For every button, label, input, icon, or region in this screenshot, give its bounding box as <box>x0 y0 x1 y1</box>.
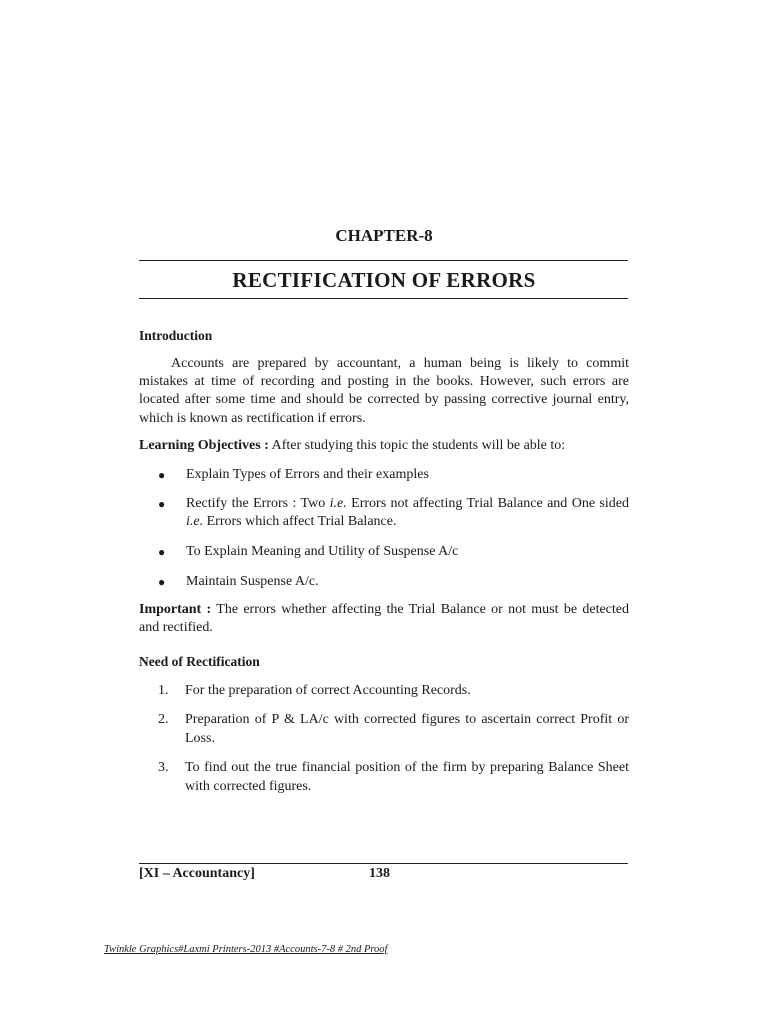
item-text: Preparation of P & LA/c with corrected figures to ascertain correct Profit or Loss. <box>185 712 629 746</box>
important-text: The errors whether affecting the Trial Balance or not must be detected and rectified. <box>139 602 629 636</box>
item-text: To find out the true financial position of the firm by preparing Balance Sheet with corrected figures. <box>185 760 629 794</box>
title-top-rule <box>139 260 628 261</box>
important-label: Important : <box>139 602 212 617</box>
important-note <box>139 601 629 637</box>
printer-proof-line: Twinkle Graphics#Laxmi Printers-2013 #Accounts-7-8 # 2nd Proof <box>104 944 388 955</box>
footer-subject: [XI – Accountancy] <box>139 866 255 881</box>
item-number: 3. <box>158 760 169 775</box>
learning-objectives-line <box>139 437 629 455</box>
objective-text: To Explain Meaning and Utility of Suspense A/c <box>186 544 459 559</box>
bullet-icon: ● <box>158 497 166 511</box>
bullet-icon: ● <box>158 575 166 589</box>
page-title: RECTIFICATION OF ERRORS <box>232 268 536 292</box>
page-number: 138 <box>369 866 390 881</box>
objective-text: Explain Types of Errors and their examples <box>186 467 429 482</box>
introduction-heading: Introduction <box>139 328 213 343</box>
objective-text: Rectify the Errors : Two i.e. Errors not affecting Trial Balance and One sided i.e. Errors which affect Trial Balance. <box>186 496 629 529</box>
learning-objectives-text: After studying this topic the students will be able to: <box>271 438 566 453</box>
bullet-icon: ● <box>158 545 166 559</box>
item-text: For the preparation of correct Accounting Records. <box>185 683 471 698</box>
introduction-paragraph: Accounts are prepared by accountant, a human being is likely to commit mistakes at time of recording and posting in the books. However, such errors are located after some time and should be corrected by passing corrective journal entry, which is known as rectification if errors. <box>139 356 629 426</box>
title-bottom-rule <box>139 298 628 299</box>
chapter-label: CHAPTER-8 <box>335 226 433 245</box>
objective-text: Maintain Suspense A/c. <box>186 574 319 589</box>
bullet-icon: ● <box>158 468 166 482</box>
learning-objectives-label: Learning Objectives : <box>139 438 269 453</box>
item-number: 1. <box>158 683 169 698</box>
item-number: 2. <box>158 712 169 727</box>
footer-rule <box>139 863 628 864</box>
need-heading: Need of Rectification <box>139 654 260 669</box>
